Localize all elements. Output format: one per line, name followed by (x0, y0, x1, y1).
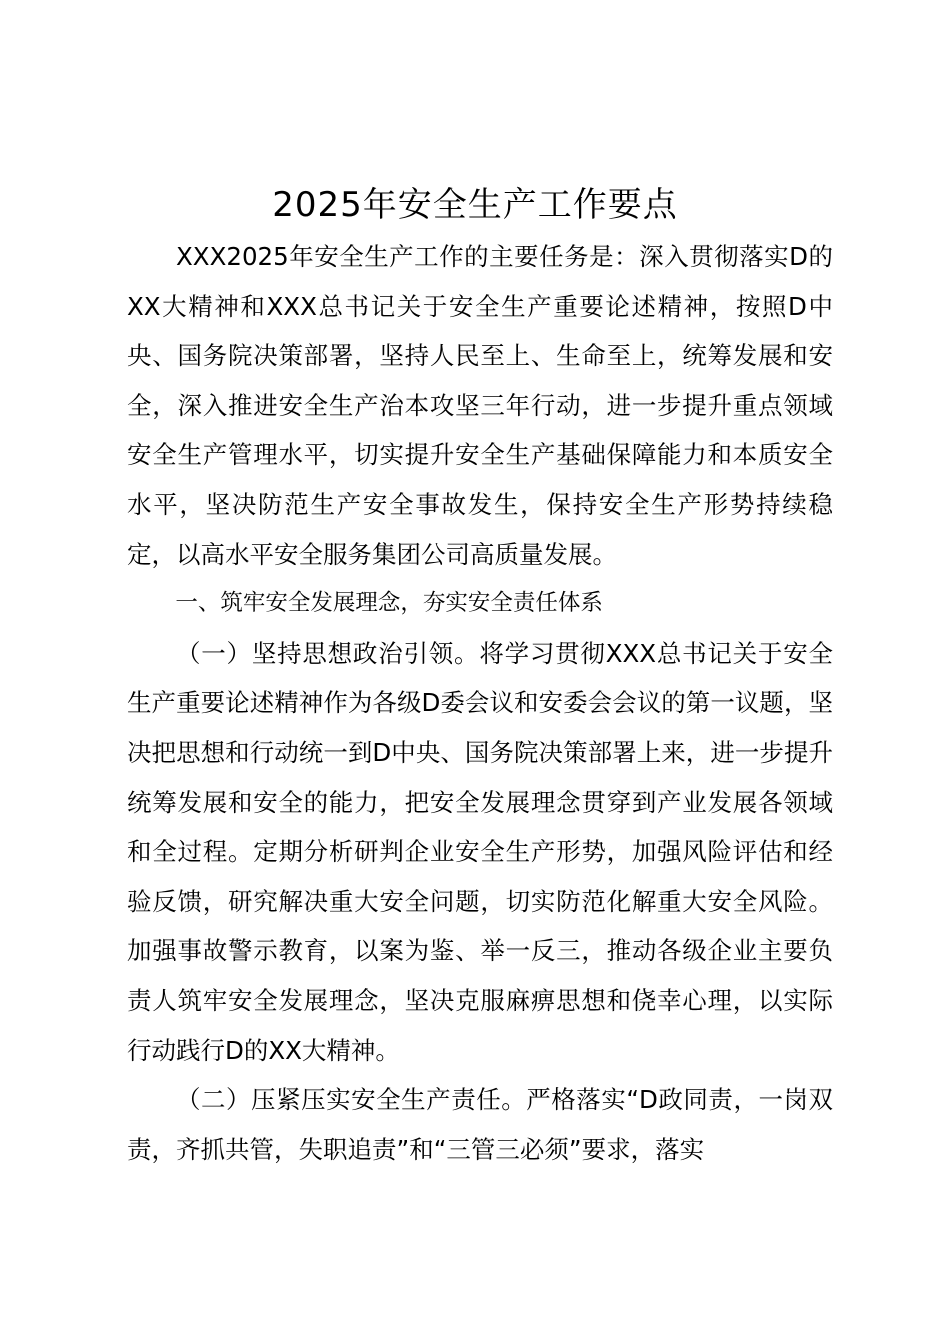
intro-paragraph: XXX2025年安全生产工作的主要任务是：深入贯彻落实D的XX大精神和XXX总书记关于安全生产重要论述精神，按照D中央、国务院决策部署，坚持人民至上、生命至上，统筹发展和安全，深入推进安全生产治本攻坚三年行动，进一步提升重点领域安全生产管理水平，切实提升安全生产基础保障能力和本质安全水平，坚决防范生产安全事故发生，保持安全生产形势持续稳定，以高水平安全服务集团公司高质量发展。 (127, 242, 833, 569)
document-title: 2025年安全生产工作要点 (272, 185, 678, 225)
subsection-paragraph-2: （二）压紧压实安全生产责任。严格落实“D政同责，一岗双责，齐抓共管，失职追责”和“三管三必须”要求，落实 (127, 1085, 833, 1164)
section-heading: 一、筑牢安全发展理念，夯实安全责任体系 (175, 590, 603, 617)
document-body (127, 232, 833, 1174)
subsection-paragraph-1: （一）坚持思想政治引领。将学习贯彻XXX总书记关于安全生产重要论述精神作为各级D委会议和安委会会议的第一议题，坚决把思想和行动统一到D中央、国务院决策部署上来，进一步提升统筹发展和安全的能力，把安全发展理念贯穿到产业发展各领域和全过程。定期分析研判企业安全生产形势，加强风险评估和经验反馈，研究解决重大安全问题，切实防范化解重大安全风险。加强事故警示教育，以案为鉴、举一反三，推动各级企业主要负责人筑牢安全发展理念，坚决克服麻痹思想和侥幸心理，以实际行动践行D的XX大精神。 (127, 638, 833, 1065)
